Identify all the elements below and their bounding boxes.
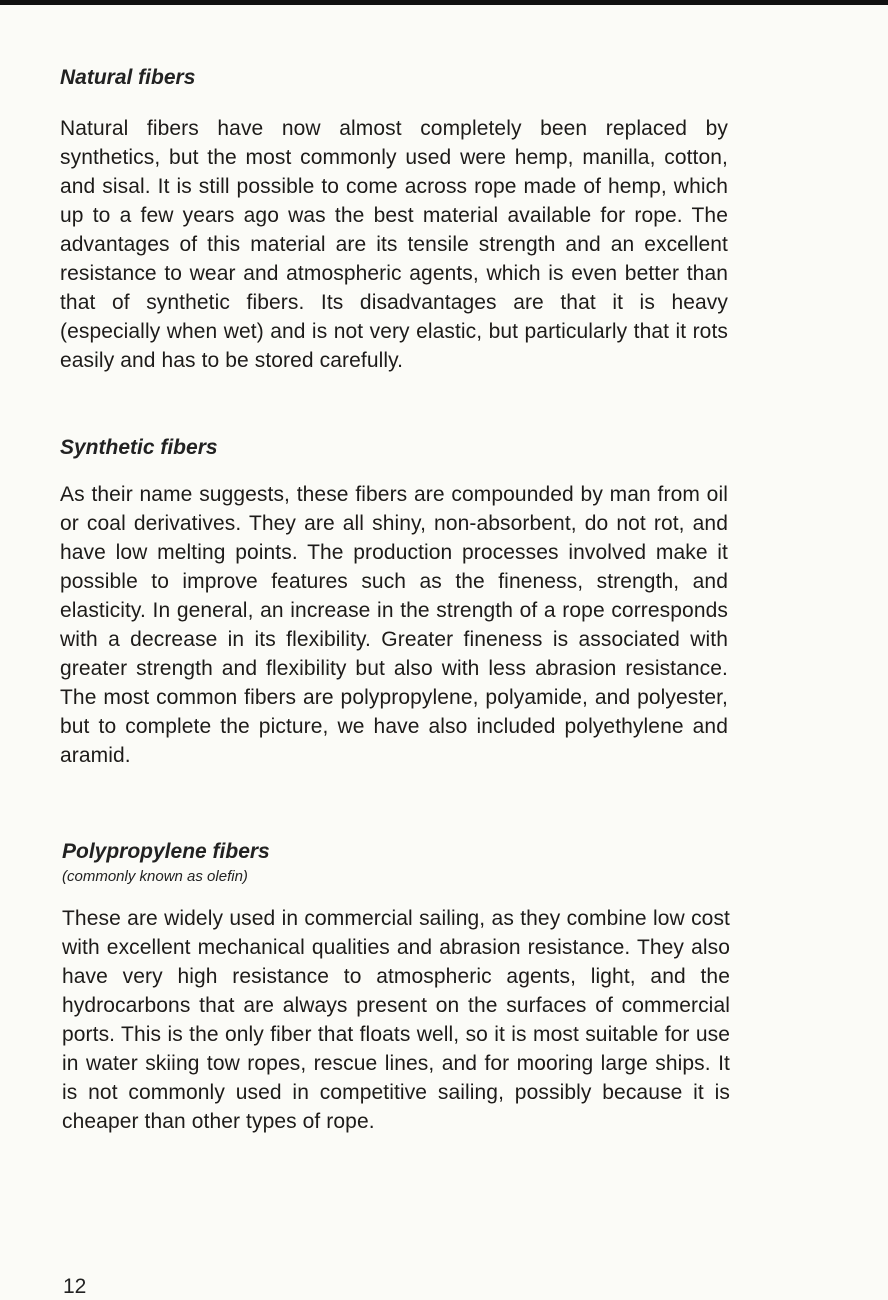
page-top-edge <box>0 0 888 5</box>
section-text-natural-fibers: Natural fibers have now almost completely been replaced by synthetics, but the most commonly used were hemp, manilla, cotton, and sisal. It is still possible to come across rope made of hemp, which up to a few years ago was the best material available for rope. The advantages of this material are its tensile strength and an excellent resistance to wear and atmospheric agents, which is even better than that of synthetic fibers. Its disadvantages are that it is heavy (especially when wet) and is not very elastic, but particularly that it rots easily and has to be stored carefully. <box>60 117 728 372</box>
section-heading-polypropylene-fibers: Polypropylene fibers <box>62 840 270 863</box>
section-heading-synthetic-fibers: Synthetic fibers <box>60 436 218 459</box>
section-text-polypropylene-fibers: These are widely used in commercial sailing, as they combine low cost with excellent mechanical qualities and abrasion resistance. They also have very high resistance to atmospheric agents, light, and the hydrocarbons that are always present on the surfaces of commercial ports. This is the only fiber that floats well, so it is most suitable for use in water skiing tow ropes, rescue lines, and for mooring large ships. It is not commonly used in competitive sailing, possibly because it is cheaper than other types of rope. <box>62 907 730 1133</box>
section-heading-natural-fibers: Natural fibers <box>60 66 196 89</box>
page-number: 12 <box>63 1275 87 1298</box>
section-subheading-polypropylene: (commonly known as olefin) <box>62 868 248 885</box>
section-text-synthetic-fibers: As their name suggests, these fibers are compounded by man from oil or coal derivatives. They are all shiny, non-absorbent, do not rot, and have low melting points. The production processes involved make it possible to improve features such as the fineness, strength, and elasticity. In general, an increase in the strength of a rope corresponds with a decrease in its flexibility. Greater fineness is associated with greater strength and flexibility but also with less abrasion resistance. The most common fibers are polypropylene, polyamide, and polyester, but to complete the picture, we have also included polyethylene and aramid. <box>60 483 728 767</box>
